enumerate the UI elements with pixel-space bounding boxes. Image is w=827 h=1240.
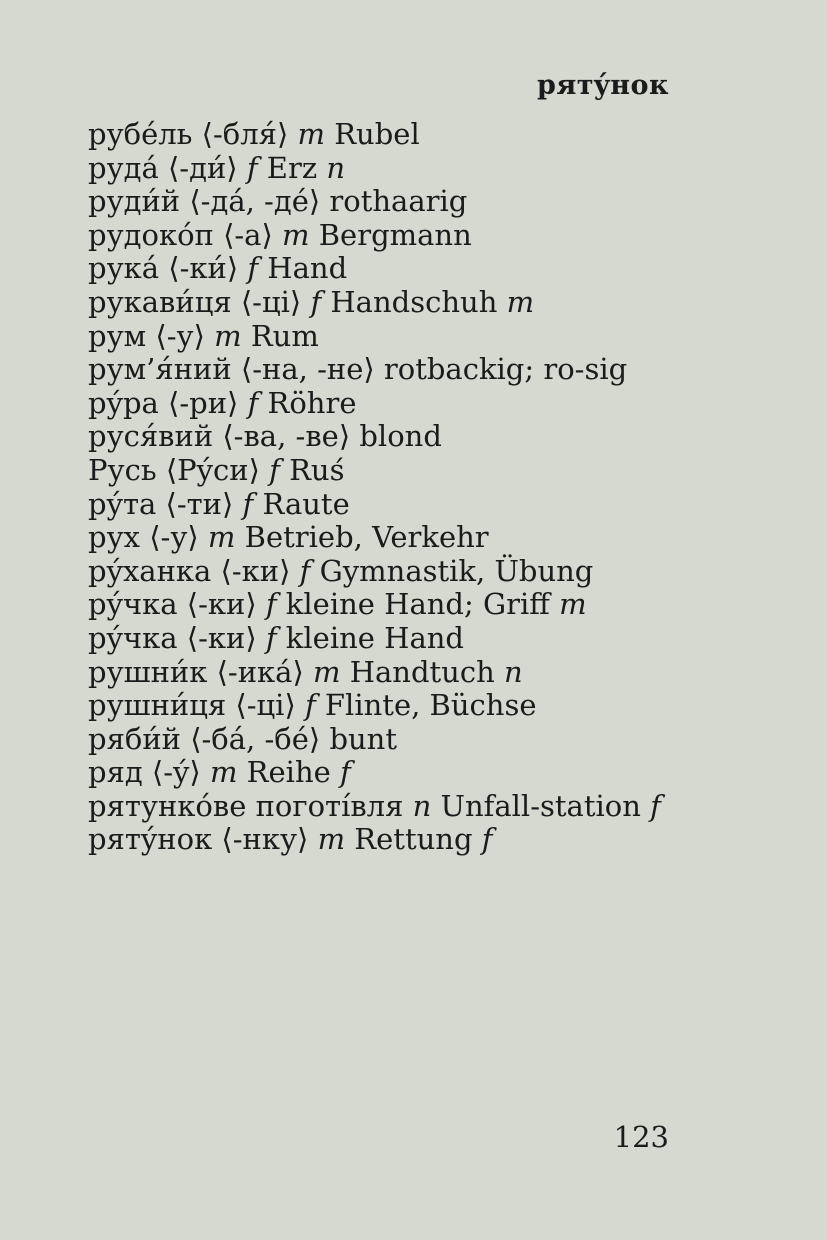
running-head: рятýнок [536, 70, 669, 101]
entry-list [88, 118, 668, 857]
entry-rumianyi: рум’я́ний ⟨-на, -не⟩ rotbackig; ro-sig [88, 352, 628, 387]
entry-rum: рум ⟨-у⟩ m Rum [88, 318, 319, 353]
entry-rudyi: руди́й ⟨-дá, -дé⟩ rothaarig [88, 184, 468, 219]
entry-rukhanka: рýханка ⟨-ки⟩ f Gymnastik, Übung [88, 553, 594, 588]
entry-rushnytsia: рушни́ця ⟨-ці⟩ f Flinte, Büchse [88, 688, 537, 723]
entry-riatunok: рятýнок ⟨-нку⟩ m Rettung f [88, 822, 493, 857]
entry-rudokop: рудокóп ⟨-а⟩ m Bergmann [88, 217, 472, 252]
entry-rura: рýра ⟨-ри⟩ f Röhre [88, 385, 357, 420]
entry-riatunkove-pohotivlia: рятункóве поготíвля n Unfall-station f [88, 788, 661, 823]
entry-rushnyk: рушни́к ⟨-икá⟩ m Handtuch n [88, 654, 523, 689]
entry-rukavytsia: рукави́ця ⟨-ці⟩ f Handschuh m [88, 284, 535, 319]
entry-riabyi: ряби́й ⟨-бá, -бé⟩ bunt [88, 721, 398, 756]
entry-ruta: рýта ⟨-ти⟩ f Raute [88, 486, 350, 521]
entry-ruka: рукá ⟨-ки́⟩ f Hand [88, 251, 348, 286]
entry-ruda: рудá ⟨-ди́⟩ f Erz n [88, 150, 345, 185]
entry-rukh: рух ⟨-у⟩ m Betrieb, Verkehr [88, 520, 489, 555]
entry-riad: ряд ⟨-ý⟩ m Reihe f [88, 755, 351, 790]
entry-rubel: рубéль ⟨-бля́⟩ m Rubel [88, 117, 420, 151]
entry-ruchka-2: рýчка ⟨-ки⟩ f kleine Hand [88, 620, 464, 655]
entry-rus: Русь ⟨Рýси⟩ f Ruś [88, 452, 345, 487]
page-number: 123 [613, 1120, 669, 1154]
entry-rusiavyi: руся́вий ⟨-ва, -ве⟩ blond [88, 419, 442, 454]
entry-ruchka-1: рýчка ⟨-ки⟩ f kleine Hand; Griff m [88, 587, 587, 622]
